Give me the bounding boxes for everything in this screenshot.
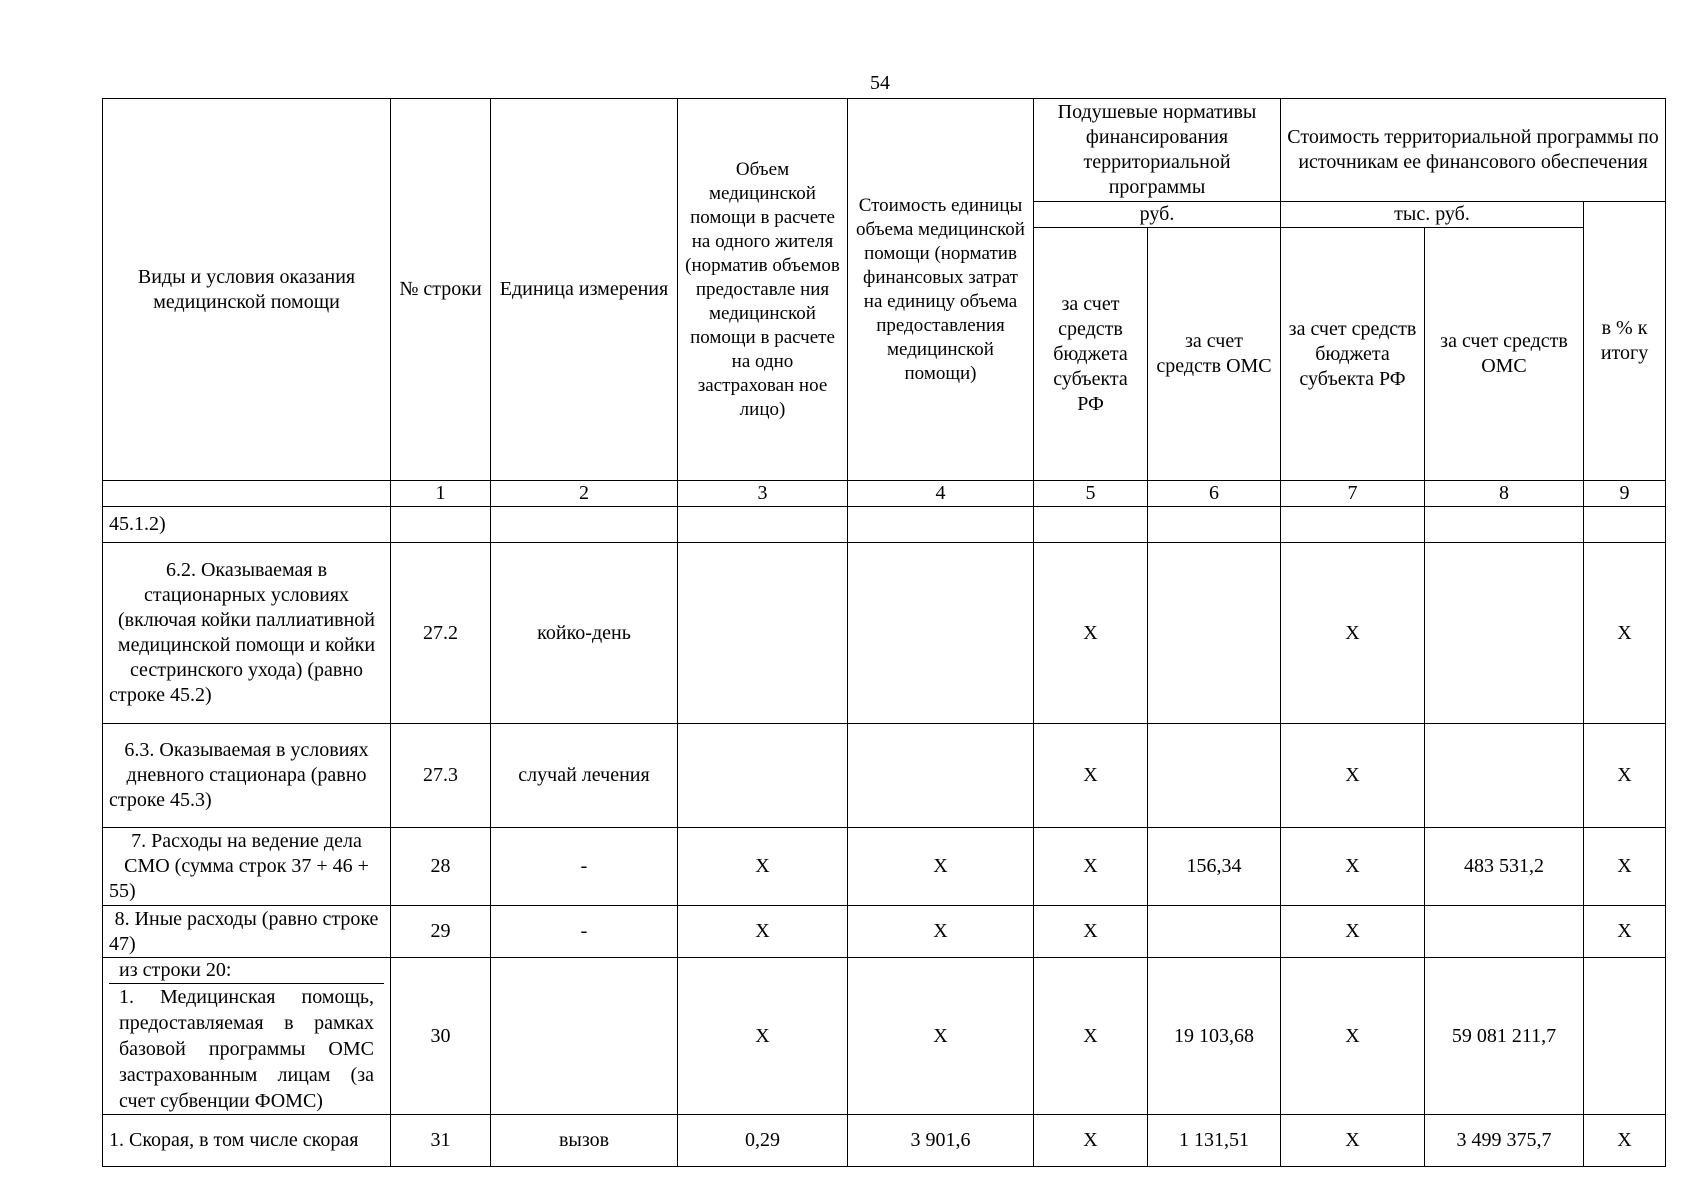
row-volume xyxy=(678,507,848,543)
row-col9 xyxy=(1584,507,1666,543)
row-volume xyxy=(678,724,848,828)
row-unit-cost: 3 901,6 xyxy=(848,1115,1034,1167)
row-unit xyxy=(491,507,678,543)
row-volume xyxy=(678,543,848,724)
row-label: 1. Скорая, в том числе скорая xyxy=(103,1115,391,1167)
row-label: 6.3. Оказываемая в условиях дневного стационара (равно строке 45.3) xyxy=(103,724,391,828)
row-unit: случай лечения xyxy=(491,724,678,828)
column-number: 9 xyxy=(1584,481,1666,507)
row-label: 8. Иные расходы (равно строке 47) xyxy=(103,906,391,958)
row-unit-cost xyxy=(848,724,1034,828)
row-number: 28 xyxy=(391,828,491,906)
row-col5: Х xyxy=(1034,958,1148,1115)
header-col6: за счет средств ОМС xyxy=(1148,228,1281,481)
row-col7: Х xyxy=(1281,958,1425,1115)
row-unit-cost xyxy=(848,507,1034,543)
table-row xyxy=(103,543,1666,724)
row-number: 30 xyxy=(391,958,491,1115)
row-unit: - xyxy=(491,906,678,958)
row-volume: Х xyxy=(678,828,848,906)
row-col6 xyxy=(1148,507,1281,543)
row-volume: 0,29 xyxy=(678,1115,848,1167)
header-row xyxy=(103,99,1666,202)
row-col9: Х xyxy=(1584,543,1666,724)
row-col7: Х xyxy=(1281,906,1425,958)
row-label-main: 1. Медицинская помощь, предоставляемая в рамках базовой программы ОМС застрахованным лицам (за счет субвенции ФОМС) xyxy=(119,986,374,1112)
row-col5: Х xyxy=(1034,1115,1148,1167)
row-col5: Х xyxy=(1034,543,1148,724)
header-unit-rub: руб. xyxy=(1034,202,1281,228)
row-col9 xyxy=(1584,958,1666,1115)
row-unit-cost: Х xyxy=(848,828,1034,906)
header-col7: за счет средств бюджета субъекта РФ xyxy=(1281,228,1425,481)
row-col7: Х xyxy=(1281,828,1425,906)
row-volume: Х xyxy=(678,958,848,1115)
row-unit-cost xyxy=(848,543,1034,724)
column-number-blank xyxy=(103,481,391,507)
row-label-prefix: из строки 20: xyxy=(109,958,384,984)
header-kind: Виды и условия оказания медицинской помощи xyxy=(103,99,391,481)
row-col8: 3 499 375,7 xyxy=(1425,1115,1584,1167)
row-unit: - xyxy=(491,828,678,906)
column-number: 4 xyxy=(848,481,1034,507)
row-col7 xyxy=(1281,507,1425,543)
row-col8: 483 531,2 xyxy=(1425,828,1584,906)
row-number: 29 xyxy=(391,906,491,958)
row-label: 6.2. Оказываемая в стационарных условиях (включая койки паллиативной медицинской помощи и койки сестринского ухода) (равно строке 45.2) xyxy=(103,543,391,724)
row-col8 xyxy=(1425,724,1584,828)
header-volume: Объем медицинской помощи в расчете на одного жителя (норматив объемов предоставле ния медицинской помощи в расчете на одно застрахован ное лицо) xyxy=(678,99,848,481)
row-number: 27.2 xyxy=(391,543,491,724)
row-col6: 19 103,68 xyxy=(1148,958,1281,1115)
header-per-capita-group: Подушевые нормативы финансирования территориальной программы xyxy=(1034,99,1281,202)
row-number xyxy=(391,507,491,543)
table-row xyxy=(103,906,1666,958)
row-number: 27.3 xyxy=(391,724,491,828)
row-col8: 59 081 211,7 xyxy=(1425,958,1584,1115)
row-col9: Х xyxy=(1584,724,1666,828)
table-row xyxy=(103,958,1666,1115)
row-col6 xyxy=(1148,724,1281,828)
row-col9: Х xyxy=(1584,828,1666,906)
header-row-number: № строки xyxy=(391,99,491,481)
row-col9: Х xyxy=(1584,906,1666,958)
row-col8 xyxy=(1425,906,1584,958)
row-unit: койко-день xyxy=(491,543,678,724)
row-col8 xyxy=(1425,543,1584,724)
row-unit-cost: Х xyxy=(848,958,1034,1115)
header-program-cost-group: Стоимость территориальной программы по источникам ее финансового обеспечения xyxy=(1281,99,1666,202)
row-col9: Х xyxy=(1584,1115,1666,1167)
row-col5: Х xyxy=(1034,724,1148,828)
row-volume: Х xyxy=(678,906,848,958)
header-percent-total: в % к итогу xyxy=(1584,202,1666,481)
column-number: 8 xyxy=(1425,481,1584,507)
row-col6: 1 131,51 xyxy=(1148,1115,1281,1167)
row-col7: Х xyxy=(1281,724,1425,828)
row-label: 45.1.2) xyxy=(103,507,391,543)
header-col8: за счет средств ОМС xyxy=(1425,228,1584,481)
row-col5: Х xyxy=(1034,828,1148,906)
table-row xyxy=(103,828,1666,906)
header-unit-thousand-rub: тыс. руб. xyxy=(1281,202,1584,228)
row-label: 7. Расходы на ведение дела СМО (сумма строк 37 + 46 + 55) xyxy=(103,828,391,906)
row-col5: Х xyxy=(1034,906,1148,958)
column-number: 1 xyxy=(391,481,491,507)
column-number-row xyxy=(103,481,1666,507)
row-unit-cost: Х xyxy=(848,906,1034,958)
column-number: 3 xyxy=(678,481,848,507)
row-unit: вызов xyxy=(491,1115,678,1167)
row-number: 31 xyxy=(391,1115,491,1167)
row-label xyxy=(103,958,391,1115)
row-col6 xyxy=(1148,543,1281,724)
row-col6: 156,34 xyxy=(1148,828,1281,906)
row-col7: Х xyxy=(1281,1115,1425,1167)
header-unit: Единица измерения xyxy=(491,99,678,481)
row-unit xyxy=(491,958,678,1115)
row-col6 xyxy=(1148,906,1281,958)
header-col5: за счет средств бюджета субъекта РФ xyxy=(1034,228,1148,481)
header-unit-cost: Стоимость единицы объема медицинской помощи (норматив финансовых затрат на единицу объема предоставления медицинской помощи) xyxy=(848,99,1034,481)
table-row xyxy=(103,1115,1666,1167)
column-number: 6 xyxy=(1148,481,1281,507)
row-col5 xyxy=(1034,507,1148,543)
column-number: 5 xyxy=(1034,481,1148,507)
table-row xyxy=(103,724,1666,828)
column-number: 2 xyxy=(491,481,678,507)
column-number: 7 xyxy=(1281,481,1425,507)
page-number: 54 xyxy=(870,72,890,94)
territorial-program-table xyxy=(102,98,1666,1167)
table-row xyxy=(103,507,1666,543)
row-col8 xyxy=(1425,507,1584,543)
row-col7: Х xyxy=(1281,543,1425,724)
